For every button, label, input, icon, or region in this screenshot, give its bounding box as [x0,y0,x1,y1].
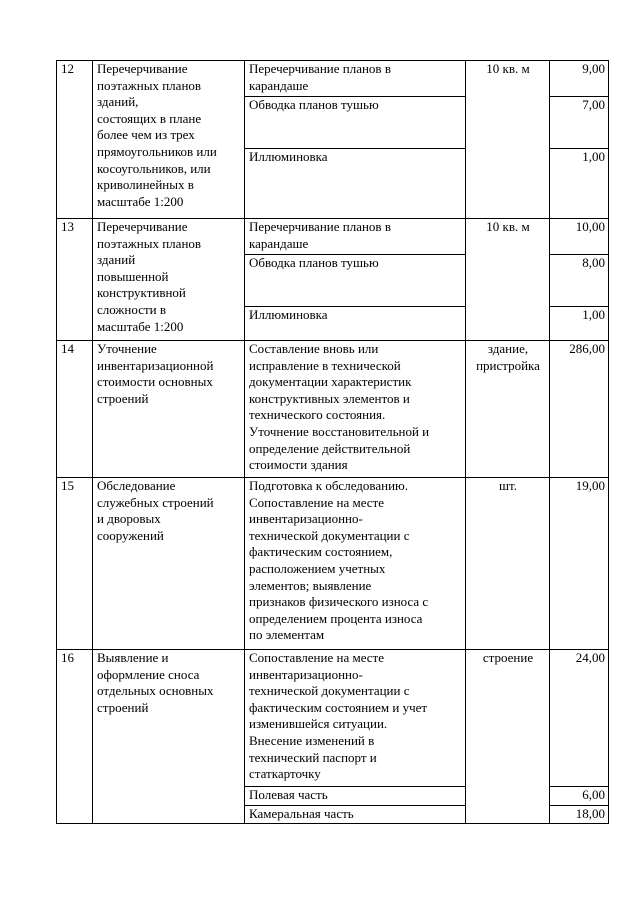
table-row [57,61,609,97]
table-row [57,219,609,255]
work-description: Перечерчивание планов в карандаше [245,61,466,97]
price: 1,00 [550,149,609,219]
row-number: 12 [57,61,93,219]
table-row [57,341,609,478]
price: 8,00 [550,255,609,307]
price: 10,00 [550,219,609,255]
price: 9,00 [550,61,609,97]
row-number: 14 [57,341,93,478]
work-description: Сопоставление на месте инвентаризационно- технической документации с фактическим состоянием и учет изменившейся ситуации. Внесение изменений в технический паспорт и статкарточку [245,650,466,787]
work-description: Обводка планов тушью [245,97,466,149]
unit-of-measure: 10 кв. м [466,61,550,219]
work-description: Перечерчивание планов в карандаше [245,219,466,255]
price: 7,00 [550,97,609,149]
row-number: 16 [57,650,93,824]
work-description: Подготовка к обследованию. Сопоставление на месте инвентаризационно- технической документации с фактическим состоянием, расположением учетных элементов; выявление признаков физического износа с определением процента износа по элементам [245,478,466,650]
unit-of-measure: 10 кв. м [466,219,550,341]
work-description: Полевая часть [245,787,466,806]
price: 6,00 [550,787,609,806]
work-title: Обследование служебных строений и дворовых сооружений [93,478,245,650]
price: 24,00 [550,650,609,787]
unit-of-measure: шт. [466,478,550,650]
work-description: Иллюминовка [245,307,466,341]
row-number: 13 [57,219,93,341]
work-title: Перечерчивание поэтажных планов зданий, состоящих в плане более чем из трех прямоугольников или косоугольников, или криволинейных в масштабе 1:200 [93,61,245,219]
work-description: Иллюминовка [245,149,466,219]
table-row [57,478,609,650]
tariff-table [56,60,609,824]
price: 1,00 [550,307,609,341]
work-description: Составление вновь или исправление в технической документации характеристик конструктивных элементов и технического состояния. Уточнение восстановительной и определение действительной стоимости здания [245,341,466,478]
row-number: 15 [57,478,93,650]
unit-of-measure: здание, пристройка [466,341,550,478]
work-title: Перечерчивание поэтажных планов зданий повышенной конструктивной сложности в масштабе 1:200 [93,219,245,341]
work-title: Выявление и оформление сноса отдельных основных строений [93,650,245,824]
table-row [57,650,609,787]
price: 18,00 [550,805,609,824]
work-description: Камеральная часть [245,805,466,824]
price: 19,00 [550,478,609,650]
unit-of-measure: строение [466,650,550,824]
work-description: Обводка планов тушью [245,255,466,307]
work-title: Уточнение инвентаризационной стоимости основных строений [93,341,245,478]
price: 286,00 [550,341,609,478]
